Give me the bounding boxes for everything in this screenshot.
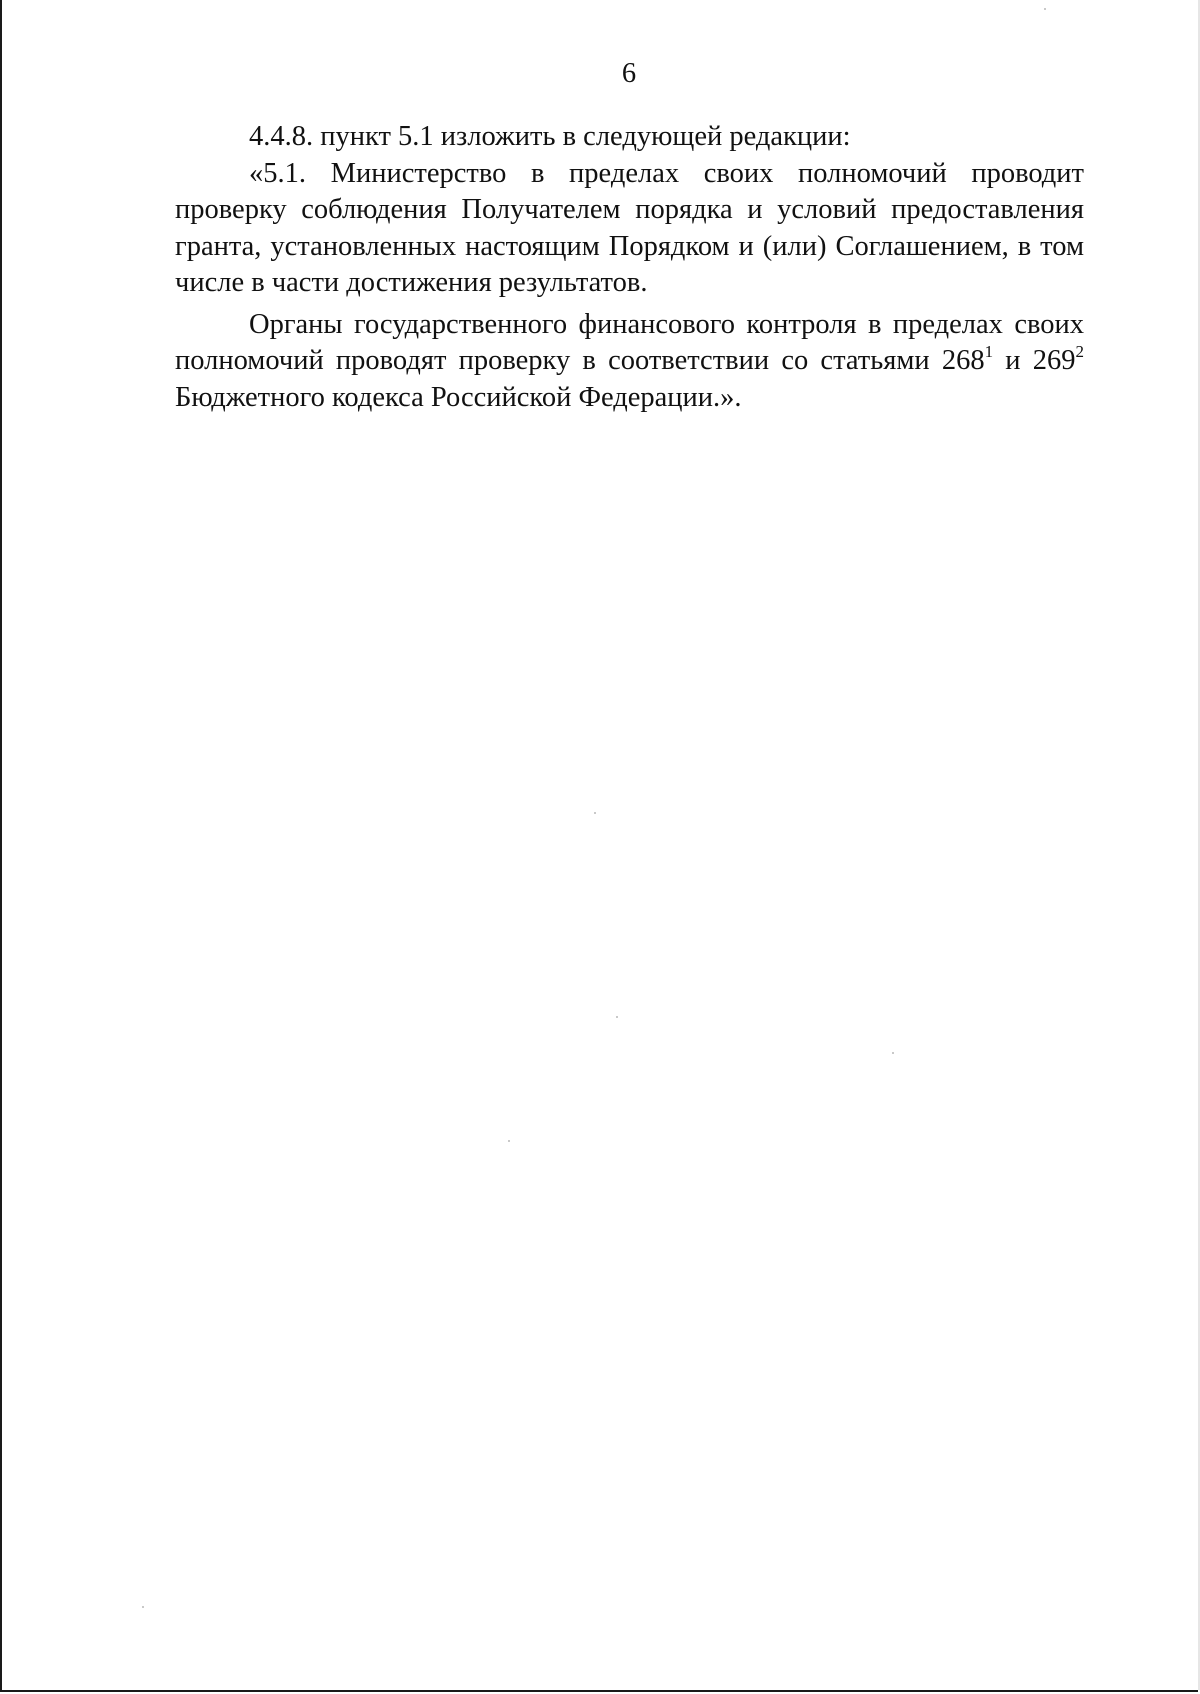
scan-speck: [142, 1606, 144, 1608]
page-number: 6: [621, 58, 637, 89]
scan-speck: [508, 1140, 510, 1142]
paragraph-amendment-intro: 4.4.8. пункт 5.1 изложить в следующей редакции:: [249, 121, 851, 152]
document-body: [175, 119, 1084, 416]
superscript-footnote: 2: [1075, 342, 1084, 361]
scan-speck: [594, 812, 596, 814]
paragraph-text-part: и 269: [993, 345, 1076, 376]
scan-speck: [892, 1052, 894, 1054]
superscript-footnote: 1: [984, 342, 994, 361]
scan-speck: [1044, 8, 1046, 10]
paragraph-clause-5-1: «5.1. Министерство в пределах своих полномочий проводит проверку соблюдения Получателем порядка и условий предоставления гранта, установленных настоящим Порядком и (или) Соглашением, в том числе в части достижения результатов.: [175, 157, 1084, 298]
paragraph-financial-control: [175, 307, 1084, 417]
paragraph-text-part: Бюджетного кодекса Российской Федерации.».: [175, 381, 742, 413]
scan-speck: [616, 1016, 618, 1018]
paragraph-text-part: Органы государственного финансового контроля в пределах своих полномочий проводят проверку в соответствии со статьями 268: [175, 308, 1084, 376]
